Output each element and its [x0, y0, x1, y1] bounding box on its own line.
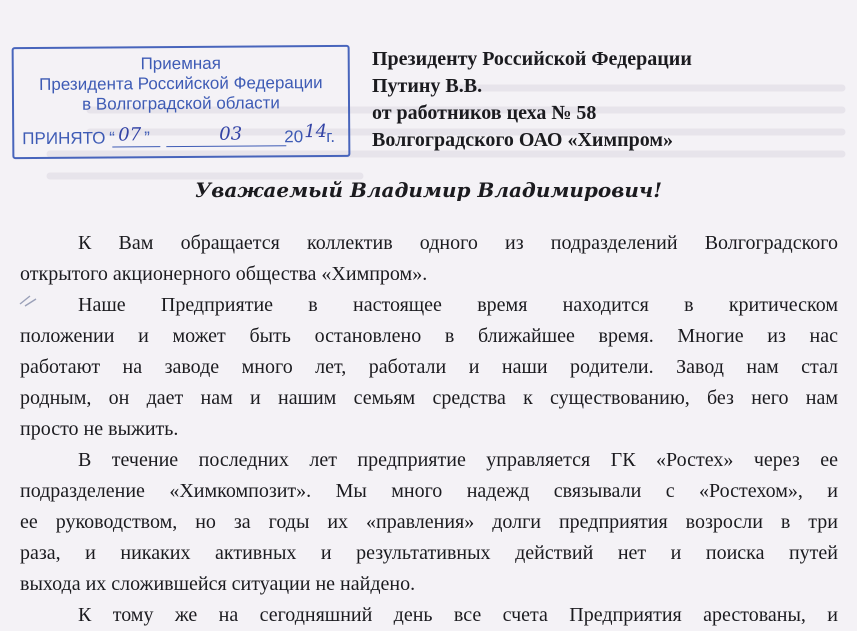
stamp-day-underline	[112, 146, 160, 147]
paragraph-line: К Вам обращается коллектив одного из подразделений Волгоградского	[78, 232, 838, 254]
paragraph-line: ее руководством, но за годы их «правления» долги предприятия возросли в три	[20, 511, 838, 533]
stamp-day-handwritten: 07	[118, 124, 142, 146]
stamp-year-handwritten: 14	[304, 120, 328, 143]
addressee-line-2: Путину В.В.	[372, 75, 483, 97]
addressee-line-1: Президенту Российской Федерации	[372, 48, 692, 70]
stamp-line-3: в Волгоградской области	[82, 93, 280, 114]
stamp-year-prefix: 20	[284, 127, 304, 147]
paragraph-line: родным, он дает нам и нашим семьям средства к существованию, без него нам	[20, 387, 838, 409]
addressee-line-4: Волгоградского ОАО «Химпром»	[372, 129, 673, 151]
paragraph-line: К тому же на сегодняшний день все счета Предприятия арестованы, и	[78, 604, 838, 626]
paragraph-2	[20, 290, 838, 445]
letter-body	[20, 228, 838, 631]
paragraph-line: просто не выжить.	[20, 418, 179, 440]
paragraph-line: положении и может быть остановлено в ближайшее время. Многие из нас	[20, 325, 838, 347]
addressee-line-3: от работников цеха № 58	[372, 102, 597, 124]
stamp-month-handwritten: 03	[219, 123, 243, 145]
paragraph-line: работают на заводе много лет, работали и наши родители. Завод нам стал	[20, 356, 838, 378]
stamp-accepted-label: ПРИНЯТО	[22, 128, 106, 149]
addressee-block	[372, 46, 842, 154]
paragraph-line: раза, и никаких активных и результативных действий нет и поиска путей	[20, 542, 838, 564]
stamp-quote-open: “	[109, 128, 115, 148]
paragraph-line: выхода их сложившейся ситуации не найдено.	[20, 573, 416, 595]
stamp-accepted-row	[22, 129, 105, 150]
stamp-month-underline	[166, 145, 286, 147]
paragraph-line: Наше Предприятие в настоящее время находится в критическом	[78, 294, 838, 316]
paragraph-line: подразделение «Химкомпозит». Мы много надежд связывали с «Ростехом», и	[20, 480, 838, 502]
paragraph-line: В течение последних лет предприятие управляется ГК «Ростех» через ее	[78, 449, 838, 471]
stamp-line-1: Приемная	[140, 53, 221, 74]
reception-stamp	[12, 45, 351, 159]
stamp-quote-close: ”	[144, 128, 150, 148]
paragraph-1	[20, 228, 838, 290]
stamp-line-2: Президента Российской Федерации	[39, 73, 323, 94]
paragraph-4	[20, 600, 838, 631]
stamp-year-end: г.	[326, 126, 336, 146]
salutation: Уважаемый Владимир Владимирович!	[194, 178, 663, 202]
paragraph-3	[20, 445, 838, 600]
paragraph-line: открытого акционерного общества «Химпром».	[20, 263, 428, 285]
